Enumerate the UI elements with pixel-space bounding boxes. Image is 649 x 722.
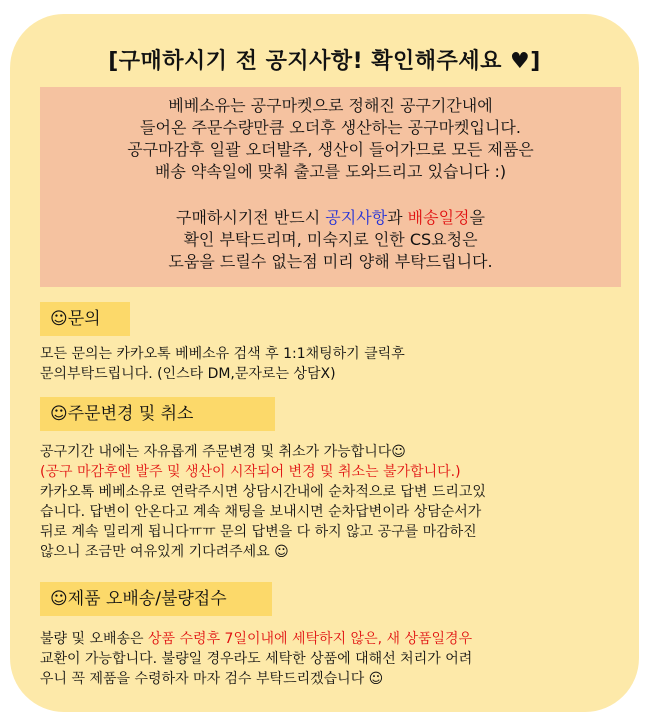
defect-condition-highlight: 상품 수령후 7일이내에 세탁하지 않은, 새 상품일경우 (148, 631, 473, 647)
body-line: 카카오톡 베베소유로 연락주시면 상담시간내에 순차적으로 답변 드리고있 (40, 484, 486, 500)
section-body-inquiry (40, 344, 630, 384)
notice-line: 공구마감후 일괄 오더발주, 생산이 들어가므로 모든 제품은 (127, 140, 534, 159)
section-header-order: ☺주문변경 및 취소 (40, 397, 275, 431)
section-header-defect: ☺제품 오배송/불량접수 (40, 582, 272, 616)
body-line: 모든 문의는 카카오톡 베베소유 검색 후 1:1채팅하기 클릭후 (40, 346, 405, 362)
body-line-warning: (공구 마감후엔 발주 및 생산이 시작되어 변경 및 취소는 불가합니다.) (40, 464, 461, 480)
notice-highlight-schedule: 배송일정 (407, 208, 470, 227)
notice-line: 베베소유는 공구마켓으로 정해진 공구기간내에 (168, 96, 493, 115)
notice-line: 구매하시기전 반드시 공지사항과 배송일정을 (176, 208, 485, 227)
notice-line: 들어온 주문수량만큼 오더후 생산하는 공구마켓입니다. (140, 118, 521, 137)
body-line: 공구기간 내에는 자유롭게 주문변경 및 취소가 가능합니다☺ (40, 444, 406, 460)
body-line: 문의부탁드립니다. (인스타 DM,문자로는 상담X) (40, 366, 336, 382)
notice-highlight-notice: 공지사항 (325, 208, 388, 227)
notice-line: 도움을 드릴수 없는점 미리 양해 부탁드립니다. (168, 252, 493, 271)
section-header-inquiry: ☺문의 (40, 302, 130, 336)
body-line: 우니 꼭 제품을 수령하자 마자 검수 부탁드리겠습니다 ☺ (40, 671, 384, 687)
body-line: 교환이 가능합니다. 불량일 경우라도 세탁한 상품에 대해선 처리가 어려 (40, 651, 473, 667)
section-body-order (40, 442, 630, 562)
body-line: 않으니 조금만 여유있게 기다려주세요 ☺ (40, 544, 289, 560)
main-notice-box (40, 87, 621, 287)
notice-line: 확인 부탁드리며, 미숙지로 인한 CS요청은 (183, 230, 478, 249)
page-title: [구매하시기 전 공지사항! 확인해주세요 ♥] (108, 49, 541, 74)
section-body-defect (40, 629, 630, 689)
body-line: 불량 및 오배송은 상품 수령후 7일이내에 세탁하지 않은, 새 상품일경우 (40, 631, 473, 647)
body-line: 뒤로 계속 밀리게 됩니다ㅠㅠ 문의 답변을 다 하지 않고 공구를 마감하진 (40, 524, 477, 540)
notice-line: 배송 약속일에 맞춰 출고를 도와드리고 있습니다 :) (154, 162, 507, 181)
body-line: 습니다. 답변이 안온다고 계속 채팅을 보내시면 순차답변이라 상담순서가 (40, 504, 482, 520)
